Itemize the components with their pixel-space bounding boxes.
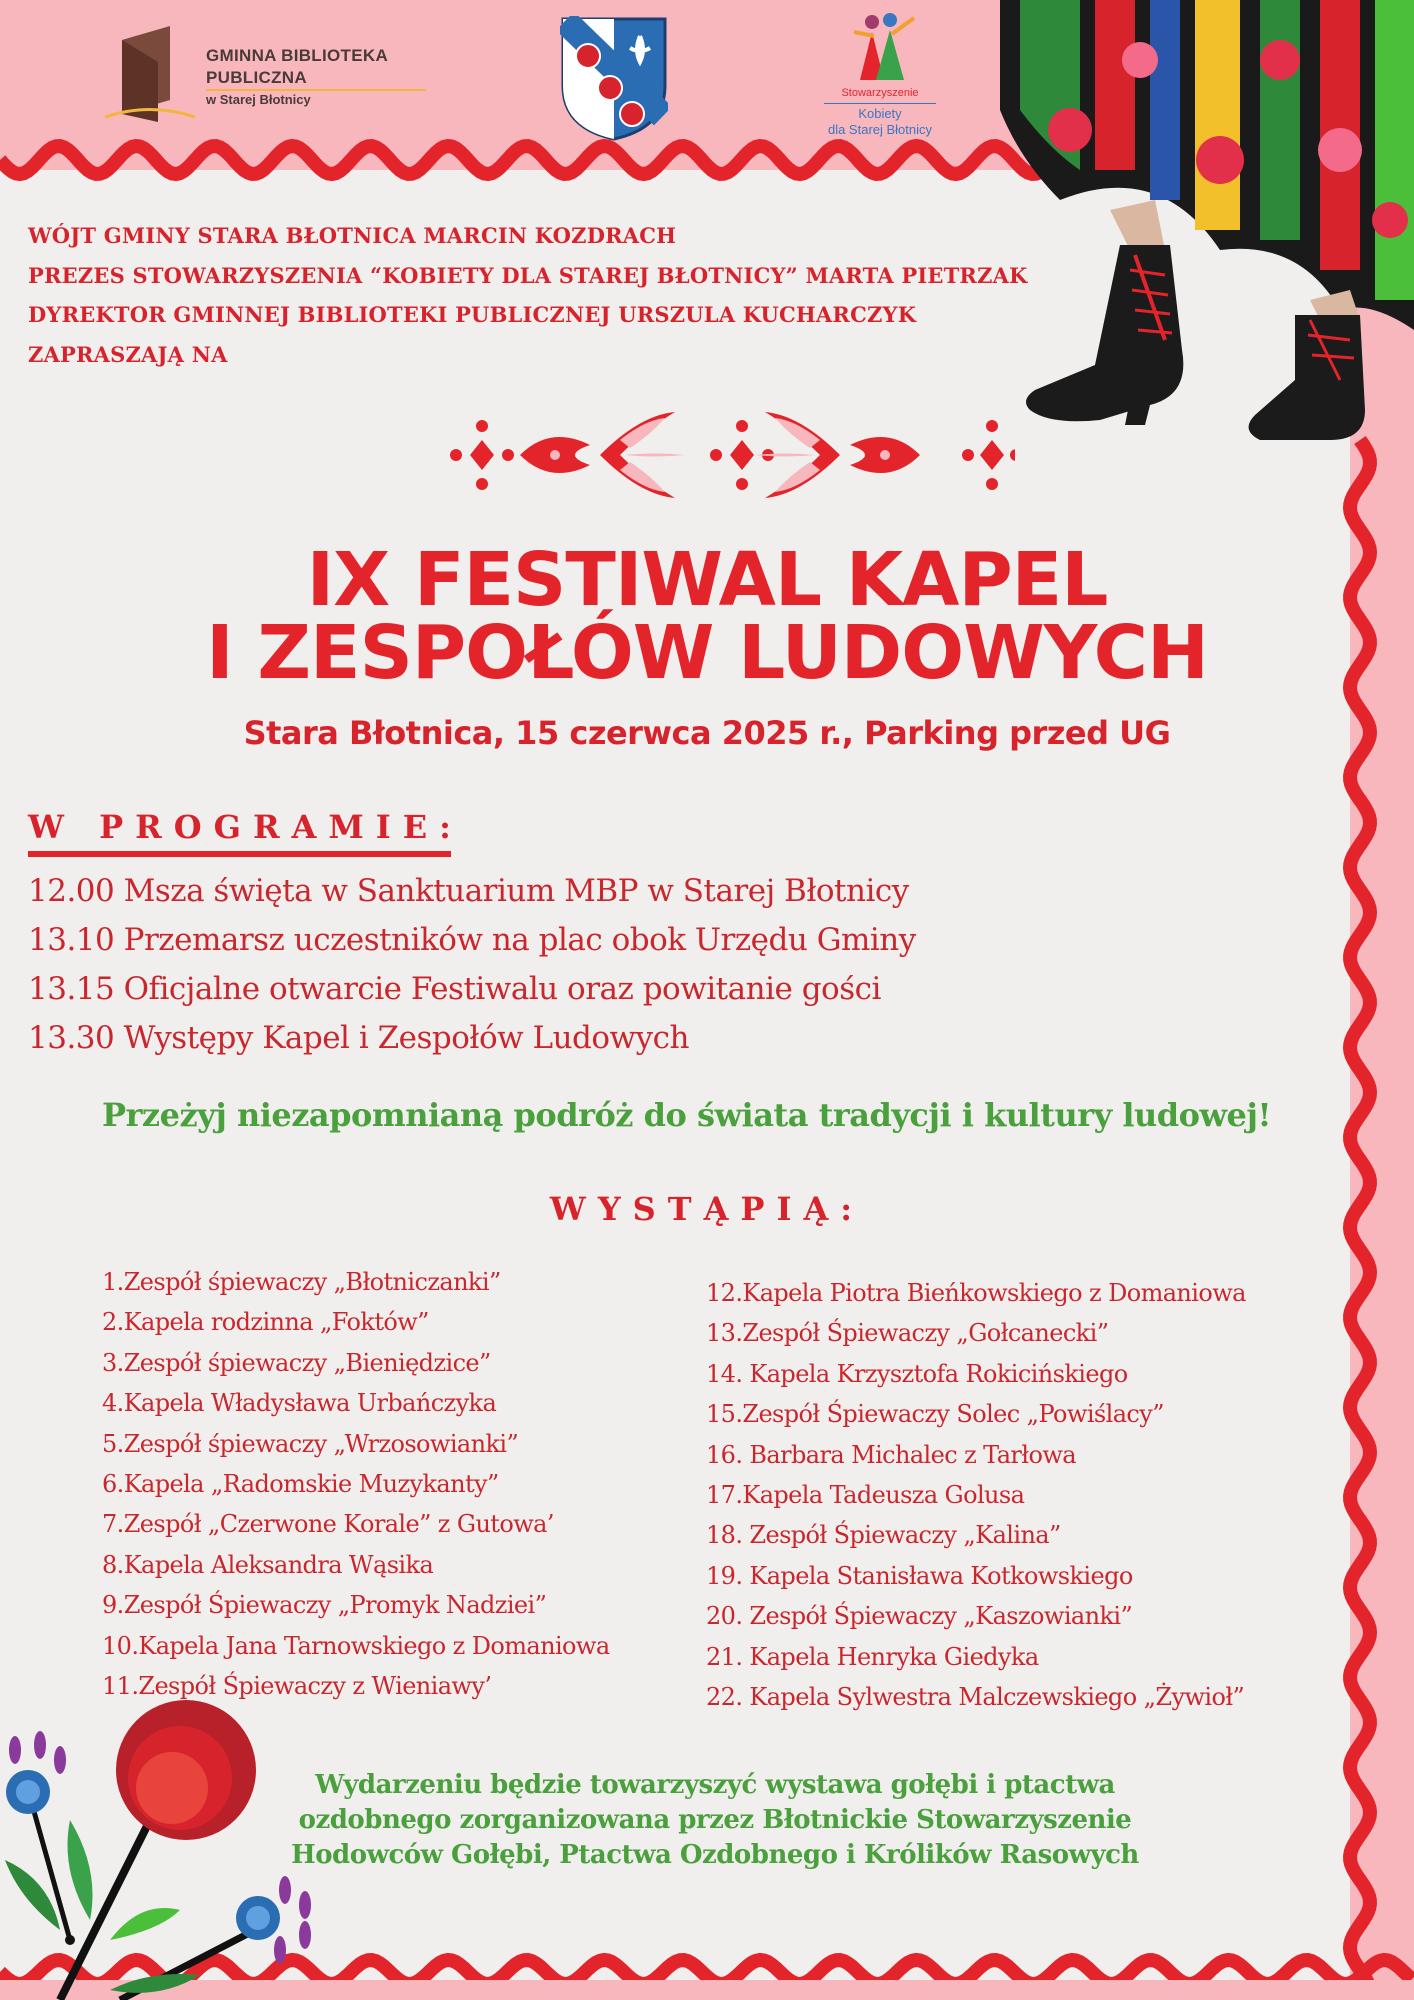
performer-item: 6.Kapela „Radomskie Muzykanty” [102,1470,499,1499]
invitation-line: PREZES STOWARZYSZENIA “KOBIETY DLA STAREJ BŁOTNICY” MARTA PIETRZAK [28,262,1028,288]
dancing-couple-logo-icon [840,10,920,85]
performers-heading: WYSTĄPIĄ: [549,1190,865,1228]
invitation-line: WÓJT GMINY STARA BŁOTNICA MARCIN KOZDRACH [28,223,677,248]
library-logo-underline [206,89,426,91]
program-item: 13.10 Przemarsz uczestników na plac obok Urzędu Gminy [28,922,916,958]
program-heading: W PROGRAMIE: [28,808,463,846]
performer-item: 11.Zespół Śpiewaczy z Wieniawy’ [102,1672,492,1701]
performer-item: 18. Zespół Śpiewaczy „Kalina” [706,1521,1061,1550]
invitation-block [28,216,1028,374]
invitation-line: DYREKTOR GMINNEJ BIBLIOTEKI PUBLICZNEJ URSZULA KUCHARCZYK [28,302,917,327]
coat-of-arms-shield-icon [560,16,668,142]
association-line3: dla Starej Błotnicy [827,122,933,137]
footer-line: Wydarzeniu będzie towarzyszyć wystawa gołębi i ptactwa [315,1770,1115,1800]
performer-item: 20. Zespół Śpiewaczy „Kaszowianki” [706,1602,1133,1631]
performer-item: 9.Zespół Śpiewaczy „Promyk Nadziei” [102,1591,547,1620]
tagline: Przeżyj niezapomnianą podróż do świata tradycji i kultury ludowej! [102,1096,1271,1134]
library-name-line1: GMINNA BIBLIOTEKA [206,46,389,65]
performer-item: 5.Zespół śpiewaczy „Wrzosowianki” [102,1429,519,1458]
performer-item: 2.Kapela rodzinna „Foktów” [102,1308,429,1337]
folk-ornament-icon [440,410,1015,500]
invitation-line: ZAPRASZAJĄ NA [28,341,228,367]
performer-item: 3.Zespół śpiewaczy „Bieniędzice” [102,1348,491,1377]
performer-item: 4.Kapela Władysława Urbańczyka [102,1389,497,1418]
performer-item: 7.Zespół „Czerwone Korale” z Gutowa’ [102,1510,554,1539]
performer-item: 1.Zespół śpiewaczy „Błotniczanki” [102,1268,501,1296]
library-name-line2: PUBLICZNA [206,68,307,87]
performers-column-1 [102,1262,610,1706]
performer-item: 19. Kapela Stanisława Kotkowskiego [706,1561,1133,1590]
performer-item: 21. Kapela Henryka Giedyka [706,1642,1039,1671]
performer-item: 17.Kapela Tadeusza Golusa [706,1481,1025,1510]
library-logo [100,22,430,132]
association-line1: Stowarzyszenie [841,87,919,99]
festival-title-line1: IX FESTIWAL KAPEL [306,537,1108,623]
program-item: 12.00 Msza święta w Sanktuarium MBP w Starej Błotnicy [28,873,909,909]
program-item: 13.15 Oficjalne otwarcie Festiwalu oraz powitanie gości [28,971,881,1007]
performer-item: 12.Kapela Piotra Bieńkowskiego z Domaniowa [706,1279,1246,1307]
festival-subtitle: Stara Błotnica, 15 czerwca 2025 r., Parking przed UG [243,714,1171,752]
open-book-logo-icon [100,22,210,122]
association-line2: Kobiety [858,106,902,121]
performers-column-2 [706,1273,1246,1717]
program-item: 13.30 Występy Kapel i Zespołów Ludowych [28,1020,689,1056]
performer-item: 13.Zespół Śpiewaczy „Gołcanecki” [706,1319,1109,1348]
footer-line: ozdobnego zorganizowana przez Błotnickie Stowarzyszenie [298,1805,1132,1835]
program-list [28,867,916,1063]
program-heading-underline [28,851,451,857]
performer-item: 10.Kapela Jana Tarnowskiego z Domaniowa [102,1631,610,1660]
performer-item: 16. Barbara Michalec z Tarłowa [706,1440,1076,1469]
performer-item: 22. Kapela Sylwestra Malczewskiego „Żywioł” [706,1683,1245,1712]
footer-line: Hodowców Gołębi, Ptactwa Ozdobnego i Królików Rasowych [291,1840,1139,1870]
performer-item: 8.Kapela Aleksandra Wąsika [102,1550,434,1579]
performer-item: 14. Kapela Krzysztofa Rokicińskiego [706,1359,1128,1388]
footer-note [290,1768,1140,1873]
library-name-line3: w Starej Błotnicy [206,92,311,107]
performer-item: 15.Zespół Śpiewaczy Solec „Powiślacy” [706,1400,1164,1429]
festival-title-line2: I ZESPOŁÓW LUDOWYCH [206,610,1208,696]
